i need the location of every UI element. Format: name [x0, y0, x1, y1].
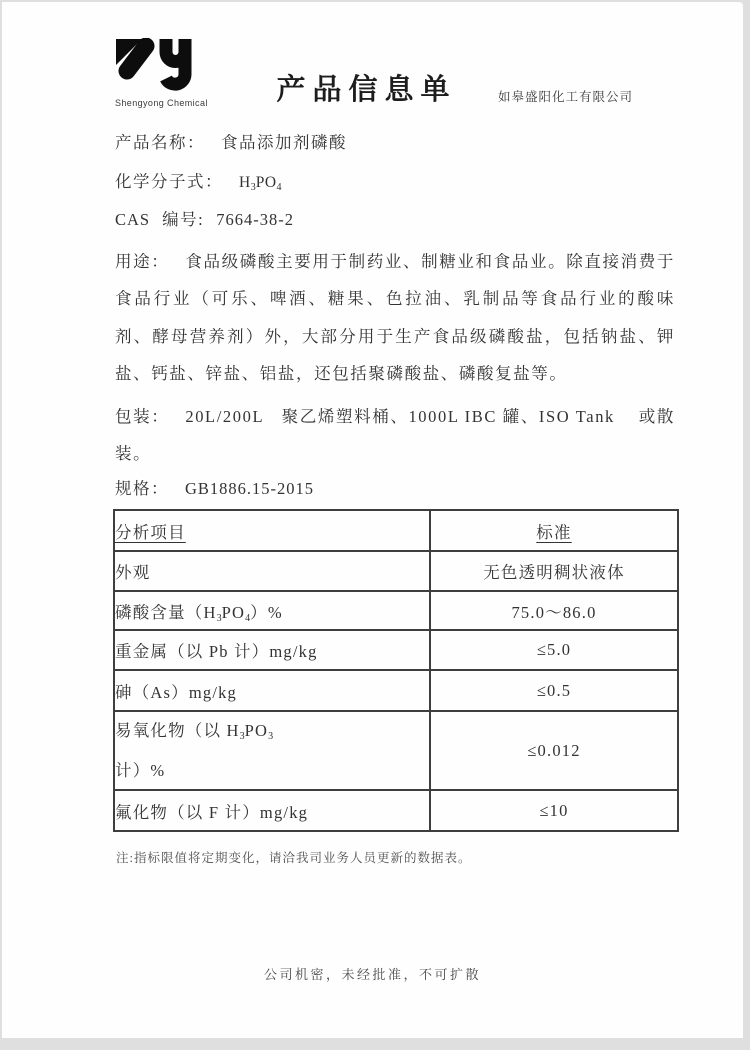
packaging-text: 20L/200L 聚乙烯塑料桶、1000L IBC 罐、ISO Tank 或散装。	[115, 406, 675, 464]
item-line: 计）%	[115, 760, 166, 780]
item-cell: 重金属（以 Pb 计）mg/kg	[114, 630, 430, 670]
standard-cell: 75.0～86.0	[430, 591, 678, 630]
product-name-value: 食品添加剂磷酸	[221, 133, 347, 152]
item-subscript: 4	[245, 612, 251, 624]
item-cell	[114, 711, 430, 790]
analysis-table	[113, 509, 679, 832]
item-part: PO	[221, 602, 246, 622]
standard-header: 标准	[536, 522, 572, 542]
spec-row	[115, 478, 675, 500]
item-part: 磷酸含量（H	[115, 602, 217, 622]
usage-text: 食品级磷酸主要用于制药业、制糖业和食品业。除直接消费于食品行业（可乐、啤酒、糖果、色拉油、乳制品等食品行业的酸味剂、酵母营养剂）外，大部分用于生产食品级磷酸盐，包括钠盐、钾盐、钙盐、锌盐、铝盐，还包括聚磷酸盐、磷酸复盐等。	[115, 252, 675, 384]
analysis-item-header: 分析项目	[115, 522, 186, 542]
document-header	[2, 2, 743, 108]
table-row	[114, 790, 678, 831]
packaging-label: 包装：	[115, 406, 170, 426]
confidential-footer: 公司机密，未经批准，不可扩散	[263, 967, 481, 982]
item-part: PO	[244, 720, 269, 740]
standard-cell: ≤0.012	[430, 711, 678, 790]
item-part: 易氧化物（以 H	[115, 720, 240, 740]
formula-row	[115, 171, 675, 194]
standard-cell: ≤10	[430, 790, 678, 831]
company-logo	[115, 38, 235, 108]
formula-label: 化学分子式：	[115, 172, 223, 191]
table-header-row	[114, 510, 678, 551]
formula-subscript: 4	[276, 182, 282, 193]
packaging-paragraph	[115, 398, 675, 473]
logo-subtext: Shengyong Chemical	[115, 98, 208, 108]
table-row	[114, 591, 678, 630]
usage-paragraph	[115, 243, 675, 393]
cas-label: 编号:	[162, 210, 205, 229]
formula-value	[239, 174, 282, 191]
item-cell: 外观	[114, 551, 430, 591]
document-body	[2, 132, 743, 866]
company-name: 如皋盛阳化工有限公司	[497, 90, 633, 104]
product-name-label: 产品名称：	[115, 133, 205, 152]
table-row	[114, 711, 678, 790]
spec-value: GB1886.15-2015	[185, 479, 315, 499]
logo-sy-icon	[115, 38, 199, 91]
usage-label: 用途：	[115, 252, 170, 271]
item-part: ）%	[250, 602, 283, 622]
table-row	[114, 630, 678, 670]
standard-cell: ≤0.5	[430, 670, 678, 711]
page-title: 产品信息单	[276, 74, 457, 106]
table-row	[114, 670, 678, 711]
item-cell	[114, 591, 430, 630]
cas-row	[115, 209, 675, 231]
document-page	[2, 2, 743, 1038]
item-subscript: 3	[216, 612, 222, 624]
standard-cell: ≤5.0	[430, 630, 678, 670]
analysis-item-header-cell	[114, 510, 430, 551]
item-line	[115, 714, 429, 748]
item-cell: 砷（As）mg/kg	[114, 670, 430, 711]
item-cell: 氟化物（以 F 计）mg/kg	[114, 790, 430, 831]
formula-subscript: 3	[250, 182, 256, 193]
standard-cell: 无色透明稠状液体	[430, 551, 678, 591]
cas-value: 7664-38-2	[216, 210, 294, 229]
note-text: 注:指标限值将定期变化，请洽我司业务人员更新的数据表。	[116, 851, 472, 866]
item-subscript: 3	[268, 730, 274, 742]
product-name-row	[115, 132, 675, 154]
formula-part: H	[239, 174, 251, 191]
spec-label: 规格：	[115, 479, 169, 499]
cas-word: CAS	[115, 210, 151, 229]
standard-header-cell	[430, 510, 678, 551]
formula-part: PO	[255, 174, 277, 191]
table-row	[114, 551, 678, 591]
item-subscript: 3	[239, 730, 245, 742]
